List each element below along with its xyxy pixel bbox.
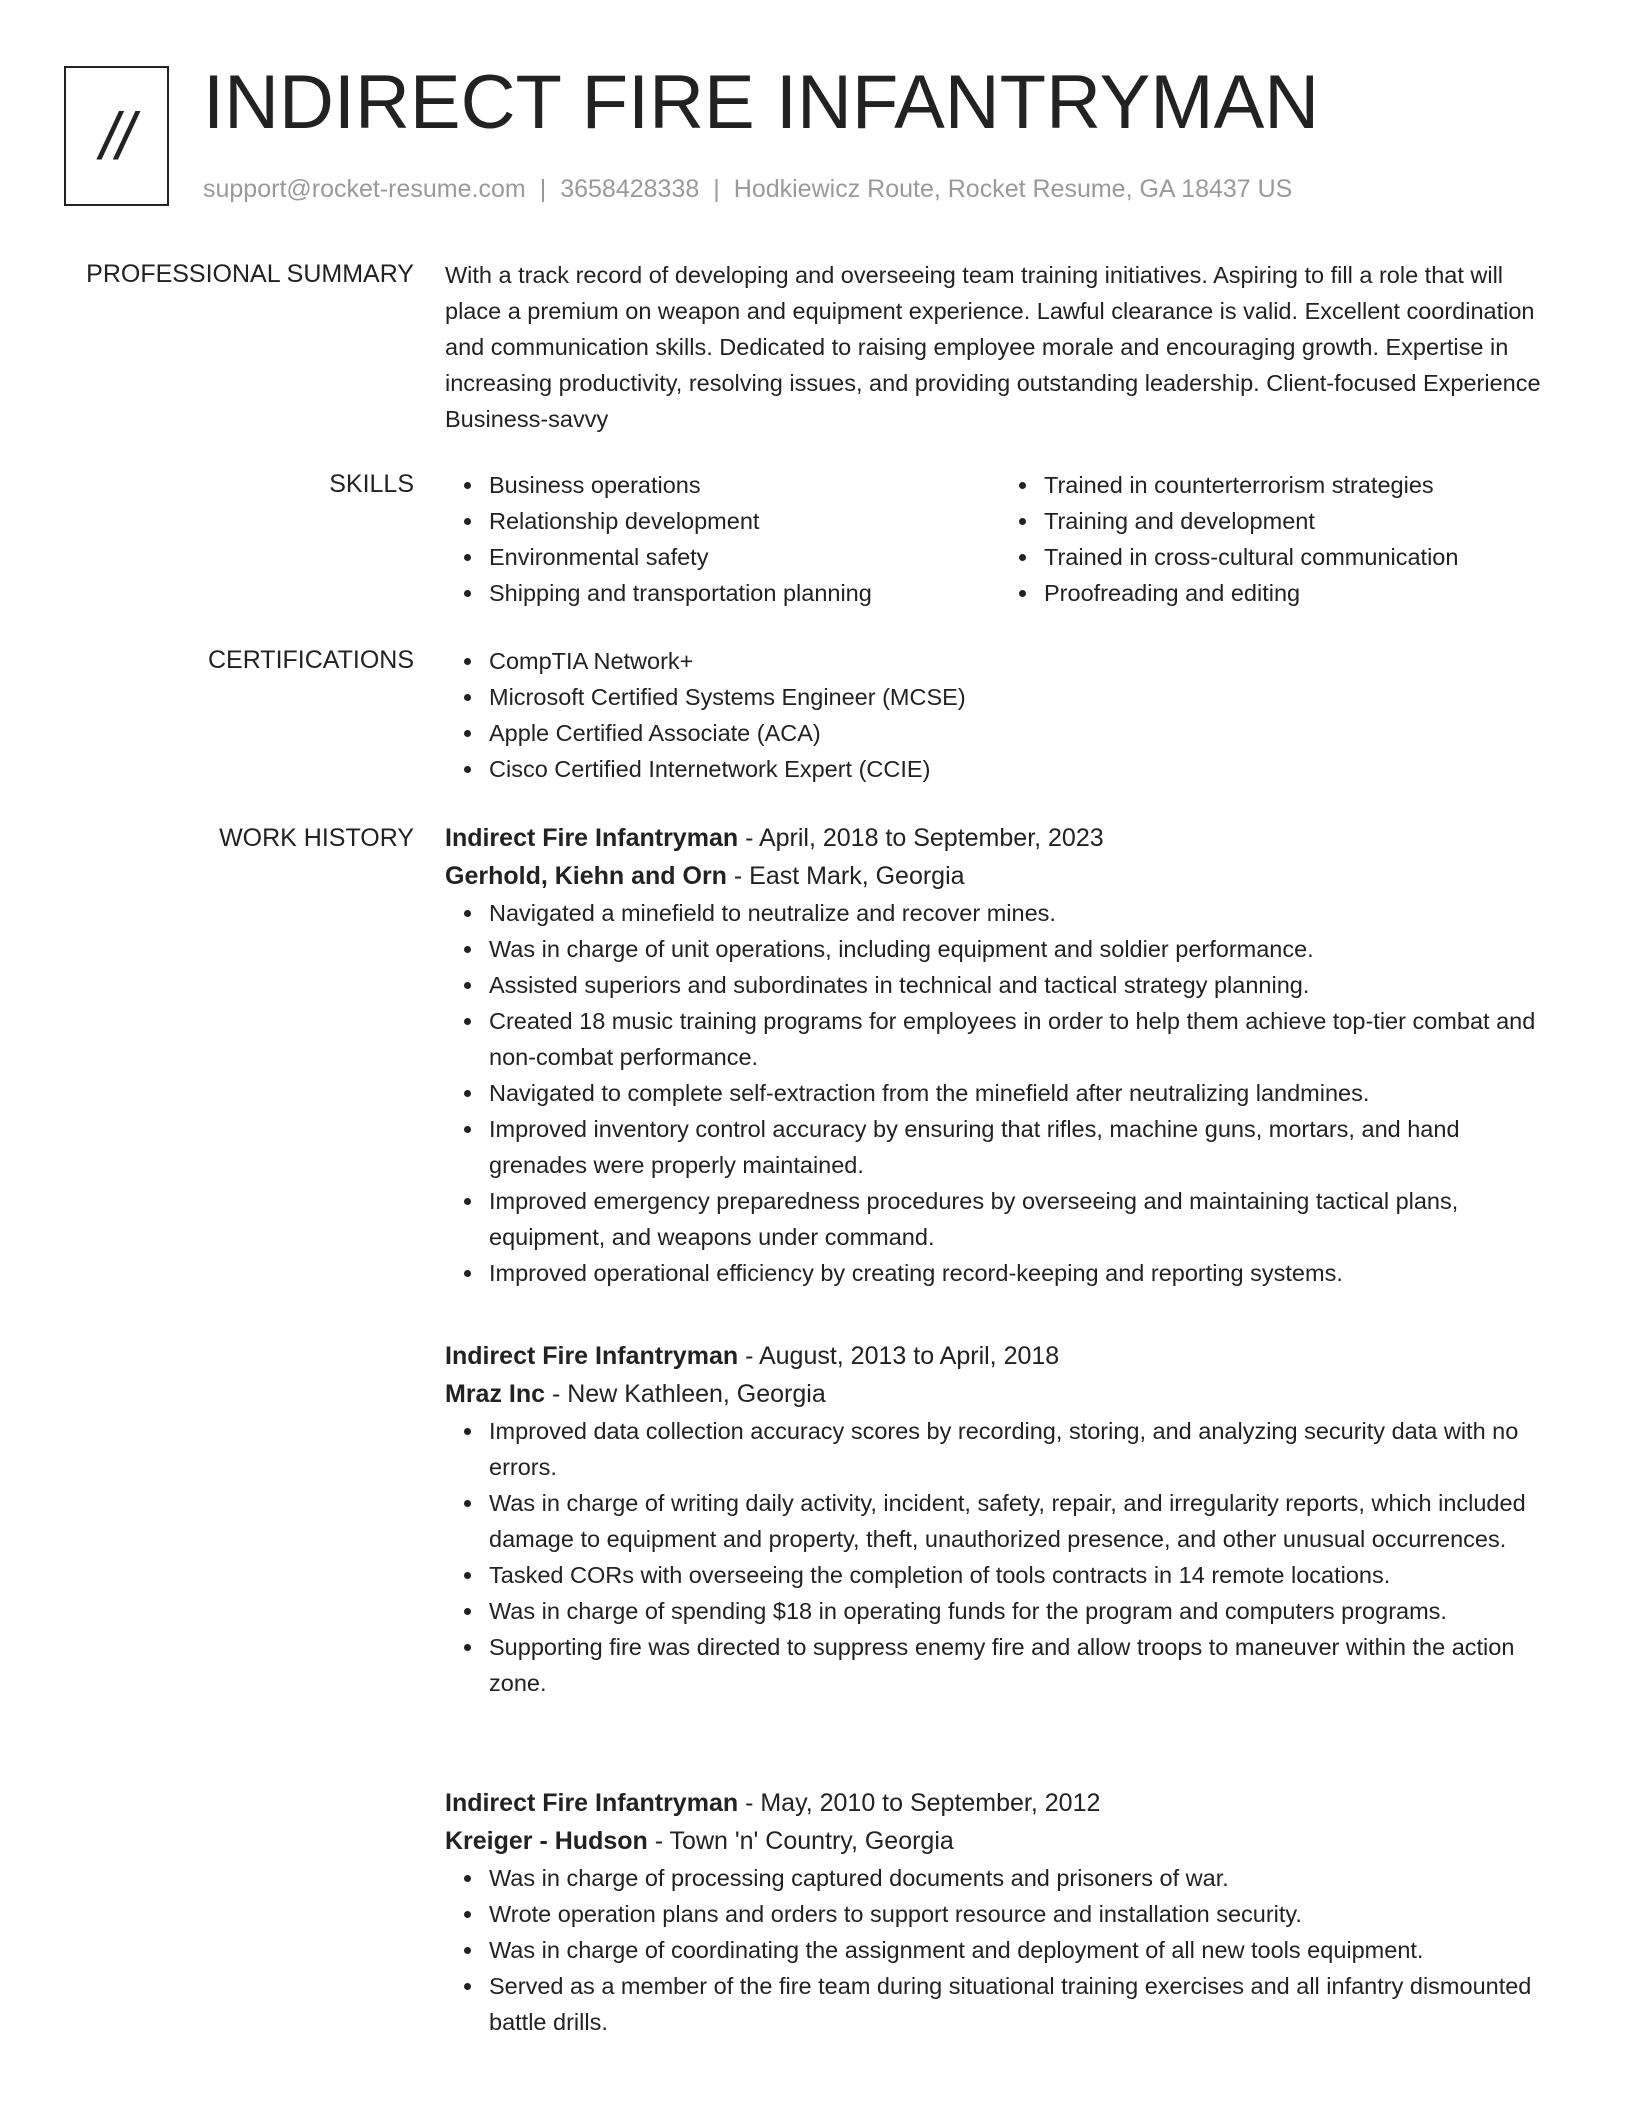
job-bullet: Navigated a minefield to neutralize and recover mines. (489, 895, 1555, 931)
job-bullets (445, 895, 1555, 1291)
certification-item: Microsoft Certified Systems Engineer (MCSE) (489, 679, 1555, 715)
skills-column-right (1000, 467, 1555, 611)
certifications-heading: CERTIFICATIONS (207, 646, 414, 674)
certification-item: Apple Certified Associate (ACA) (489, 715, 1555, 751)
job-dates: - April, 2018 to September, 2023 (738, 824, 1104, 852)
job-bullet: Wrote operation plans and orders to support resource and installation security. (489, 1896, 1555, 1932)
contact-email: support@rocket-resume.com (203, 175, 526, 203)
skill-item: Training and development (1044, 503, 1555, 539)
job-bullet: Navigated to complete self-extraction from the minefield after neutralizing landmines. (489, 1075, 1555, 1111)
job-title: Indirect Fire Infantryman (445, 824, 739, 852)
job-location: - New Kathleen, Georgia (545, 1380, 826, 1408)
job-bullets (445, 1860, 1555, 2040)
job-company: Mraz Inc (445, 1380, 546, 1408)
certification-item: CompTIA Network+ (489, 643, 1555, 679)
certification-item: Cisco Certified Internetwork Expert (CCIE) (489, 751, 1555, 787)
job-bullets (445, 1413, 1555, 1701)
job-entry (445, 819, 1555, 1291)
job-entry (445, 1784, 1555, 2040)
job-entry (445, 1337, 1555, 1701)
job-dates: - May, 2010 to September, 2012 (738, 1789, 1101, 1817)
skill-item: Proofreading and editing (1044, 575, 1555, 611)
skills-column-left (445, 467, 1000, 611)
job-bullet: Improved emergency preparedness procedures by overseeing and maintaining tactical plans, equipment, and weapons under command. (489, 1183, 1555, 1255)
summary-heading: PROFESSIONAL SUMMARY (86, 260, 414, 288)
job-bullet: Improved operational efficiency by creating record-keeping and reporting systems. (489, 1255, 1555, 1291)
skill-item: Trained in cross-cultural communication (1044, 539, 1555, 575)
job-title-line (445, 1784, 1555, 1822)
job-location: - Town 'n' Country, Georgia (647, 1827, 954, 1855)
skill-item: Shipping and transportation planning (489, 575, 1000, 611)
contact-separator: | (539, 175, 547, 203)
summary-text: With a track record of developing and overseeing team training initiatives. Aspiring to fill a role that will place a premium on weapon and equipment experience. Lawful clearance is valid. Excellent coordination and communication skills. Dedicated to raising employee morale and encouraging growth. Expertise in increasing productivity, resolving issues, and providing outstanding leadership. Client-focused Experience Business-savvy (445, 262, 1541, 432)
skill-item: Relationship development (489, 503, 1000, 539)
skills-heading: SKILLS (329, 470, 414, 498)
contact-separator: | (713, 175, 720, 203)
job-company-line (445, 1822, 1555, 1860)
work-history-heading: WORK HISTORY (219, 824, 414, 852)
contact-line (203, 172, 1292, 206)
job-title-line (445, 819, 1555, 857)
monogram-logo: // (64, 66, 169, 206)
job-bullet: Tasked CORs with overseeing the completion of tools contracts in 14 remote locations. (489, 1557, 1555, 1593)
contact-address: Hodkiewicz Route, Rocket Resume, GA 18437 US (733, 175, 1293, 203)
job-title: Indirect Fire Infantryman (445, 1789, 739, 1817)
job-company-line (445, 857, 1555, 895)
skills-list (445, 467, 1555, 611)
skill-item: Trained in counterterrorism strategies (1044, 467, 1555, 503)
job-bullet: Served as a member of the fire team during situational training exercises and all infantry dismounted battle drills. (489, 1968, 1555, 2040)
job-company: Gerhold, Kiehn and Orn (445, 862, 727, 890)
job-title: Indirect Fire Infantryman (445, 1342, 739, 1370)
job-bullet: Improved data collection accuracy scores by recording, storing, and analyzing security data with no errors. (489, 1413, 1555, 1485)
job-bullet: Was in charge of processing captured documents and prisoners of war. (489, 1860, 1555, 1896)
job-bullet: Was in charge of spending $18 in operating funds for the program and computers programs. (489, 1593, 1555, 1629)
job-company: Kreiger - Hudson (445, 1827, 648, 1855)
job-dates: - August, 2013 to April, 2018 (738, 1342, 1060, 1370)
job-company-line (445, 1375, 1555, 1413)
skill-item: Business operations (489, 467, 1000, 503)
job-bullet: Was in charge of unit operations, including equipment and soldier performance. (489, 931, 1555, 967)
job-bullet: Created 18 music training programs for employees in order to help them achieve top-tier combat and non-combat performance. (489, 1003, 1555, 1075)
candidate-name: INDIRECT FIRE INFANTRYMAN (203, 60, 1320, 145)
job-location: - East Mark, Georgia (726, 862, 965, 890)
job-bullet: Was in charge of coordinating the assignment and deployment of all new tools equipment. (489, 1932, 1555, 1968)
certifications-list (445, 643, 1555, 787)
job-bullet: Supporting fire was directed to suppress enemy fire and allow troops to maneuver within the action zone. (489, 1629, 1555, 1701)
contact-phone: 3658428338 (560, 175, 700, 203)
job-bullet: Was in charge of writing daily activity, incident, safety, repair, and irregularity reports, which included damage to equipment and property, theft, unauthorized presence, and other unusual occurrences. (489, 1485, 1555, 1557)
skill-item: Environmental safety (489, 539, 1000, 575)
job-bullet: Improved inventory control accuracy by ensuring that rifles, machine guns, mortars, and hand grenades were properly maintained. (489, 1111, 1555, 1183)
job-bullet: Assisted superiors and subordinates in technical and tactical strategy planning. (489, 967, 1555, 1003)
job-title-line (445, 1337, 1555, 1375)
